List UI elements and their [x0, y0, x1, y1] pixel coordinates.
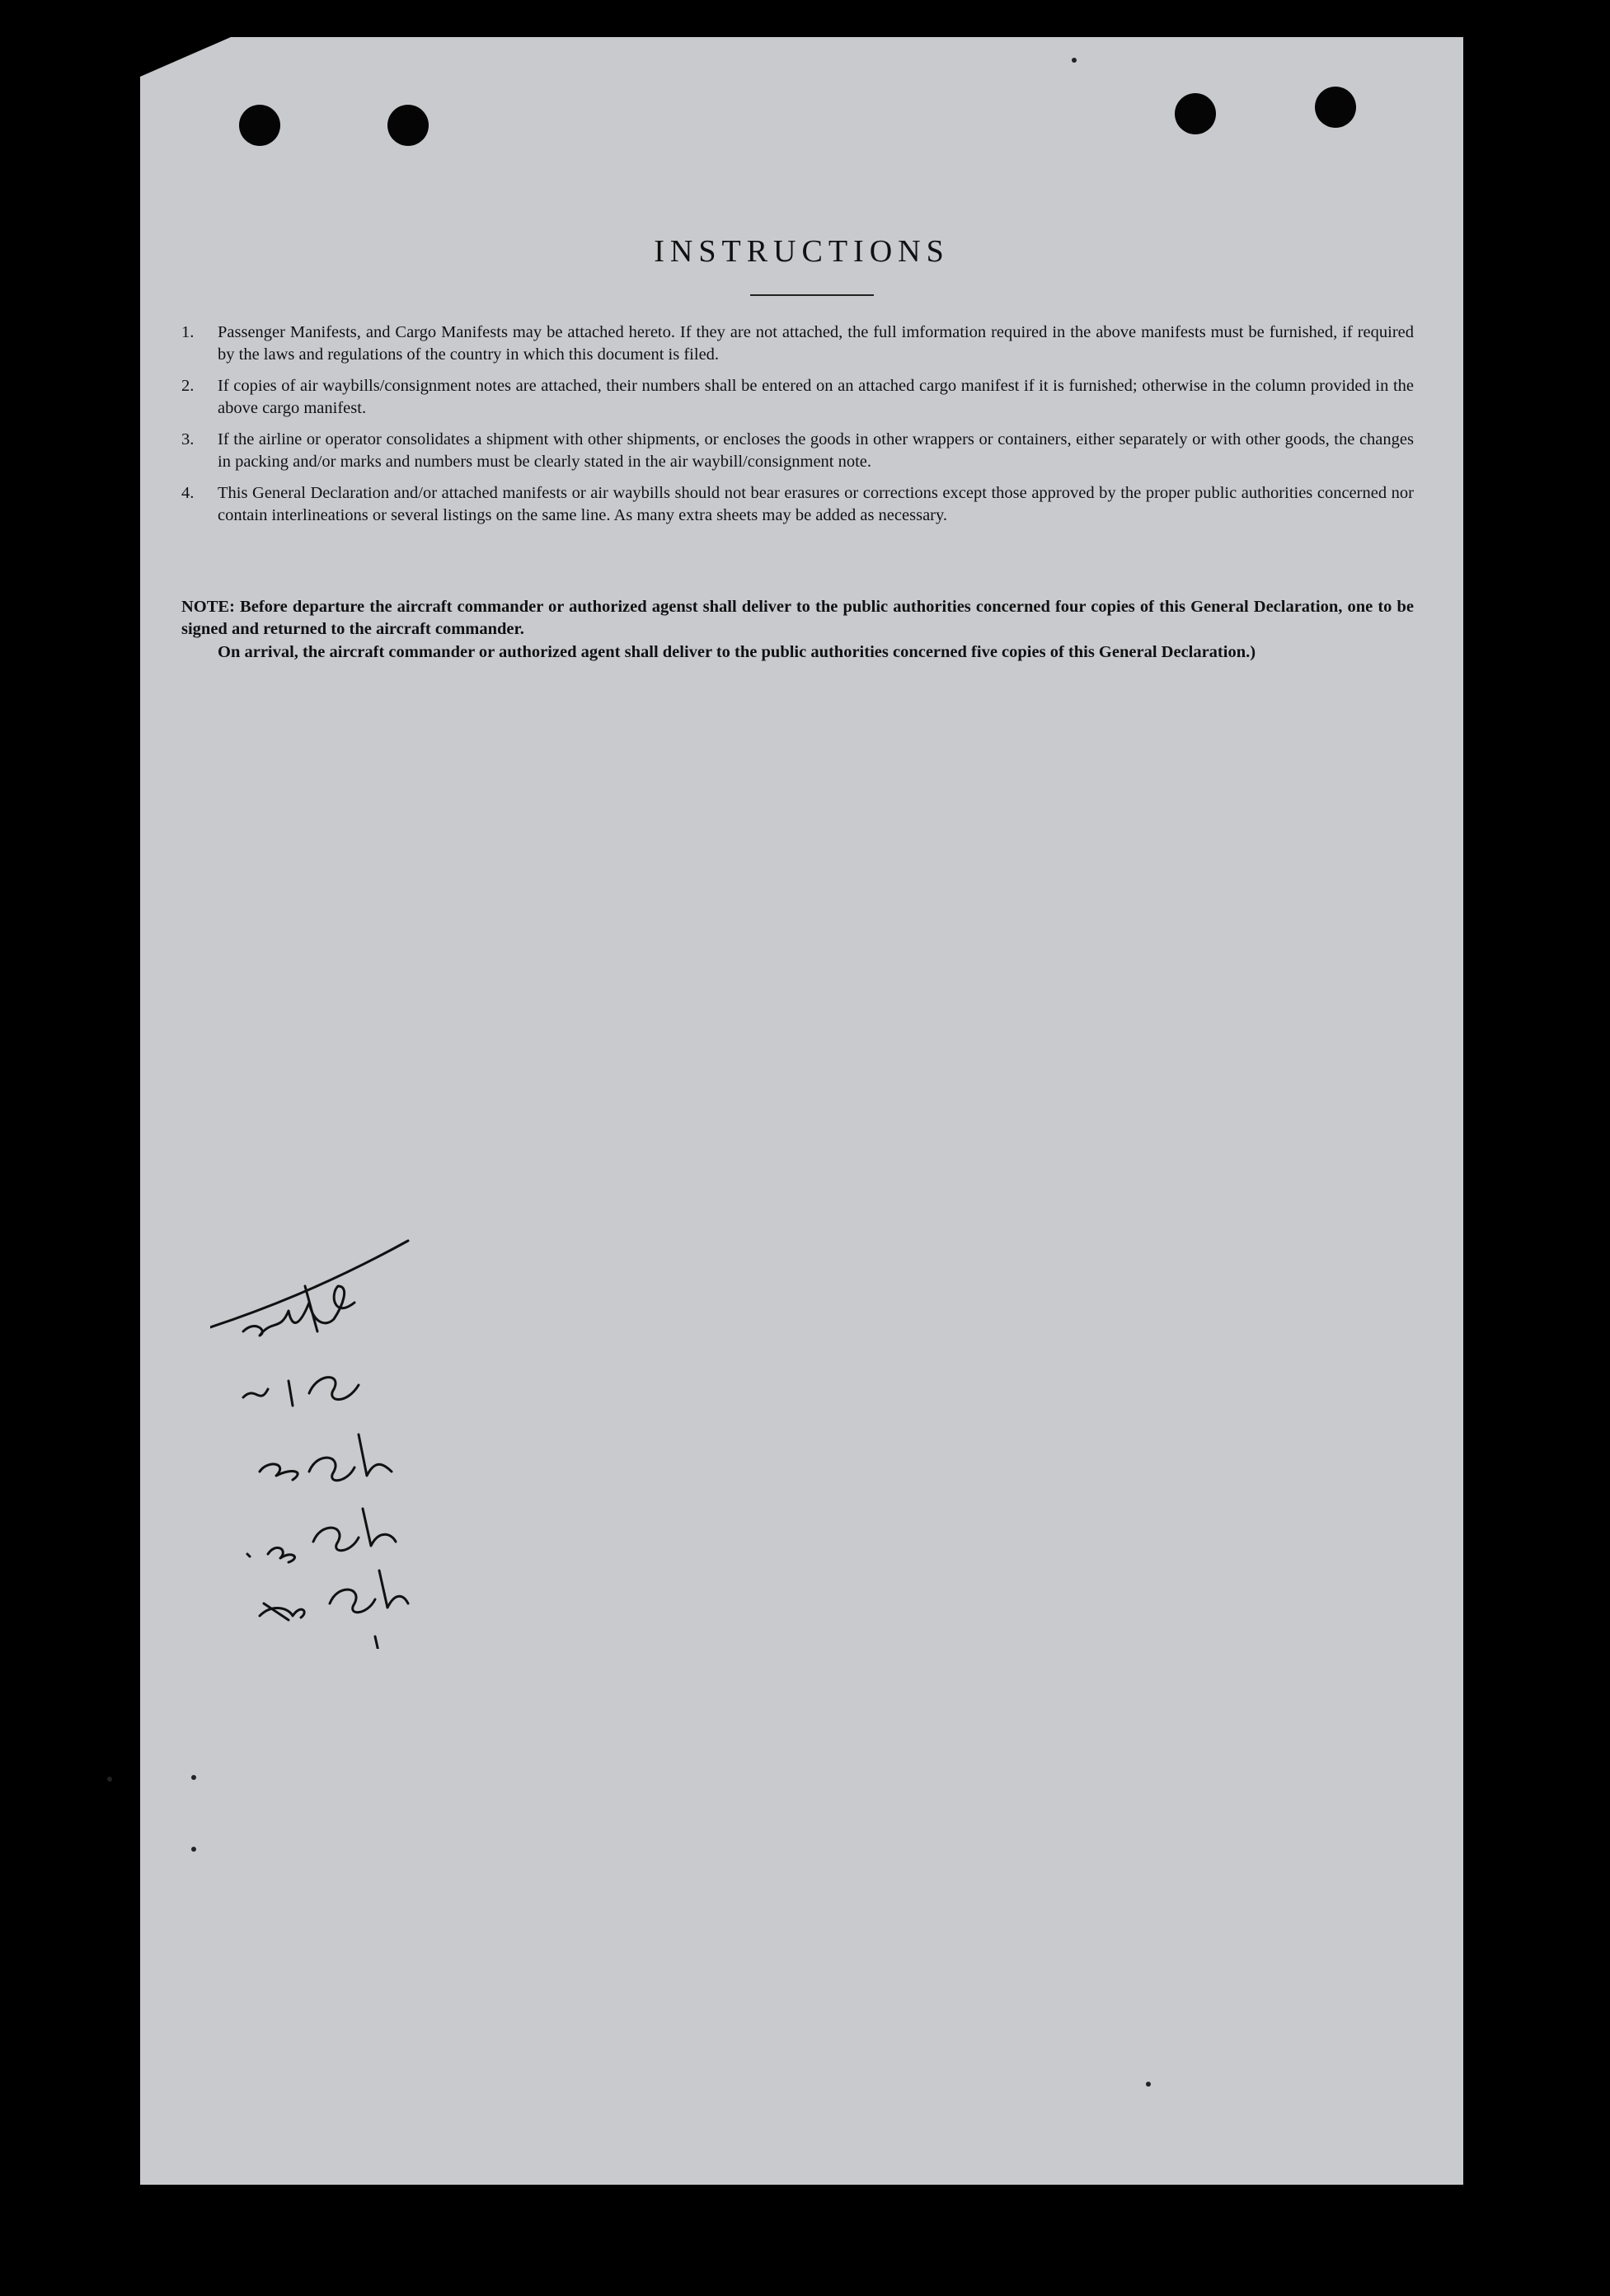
instruction-text: If copies of air waybills/consignment notes are attached, their numbers shall be entered on an attached cargo manifest if it is furnished; otherwise in the column provided in the above cargo manifest. — [218, 377, 1414, 417]
speck — [191, 1847, 196, 1852]
punch-hole-right-2 — [1315, 87, 1356, 128]
instructions-title: INSTRUCTIONS — [654, 234, 950, 269]
note-departure — [181, 596, 1414, 641]
instruction-text: If the airline or operator consolidates a shipment with other shipments, or encloses the goods in other wrappers or containers, either separately or with other goods, the changes in packing and/or marks and numbers must be clearly stated in the air waybill/consignment note. — [218, 430, 1414, 471]
folded-corner — [140, 37, 231, 77]
note-arrival-text: On arrival, the aircraft commander or authorized agent shall deliver to the public authorities concerned five copies of this General Declaration.) — [218, 643, 1256, 661]
punch-hole-left-2 — [387, 105, 429, 146]
note-text: Before departure the aircraft commander or authorized agenst shall deliver to the public authorities concerned four copies of this General Declaration, one to be signed and returned to the aircraft commander. — [181, 598, 1414, 638]
speck — [191, 1775, 196, 1780]
title-underline — [750, 294, 874, 296]
instruction-item — [181, 429, 1414, 473]
instruction-text: This General Declaration and/or attached manifests or air waybills should not bear erasures or corrections except those approved by the proper public authorities concerned nor contain interlineations or several listings on the same line. As many extra sheets may be added as necessary. — [218, 484, 1414, 524]
note-arrival — [181, 641, 1414, 664]
instruction-number: 3. — [181, 430, 195, 448]
speck — [1072, 58, 1077, 63]
instruction-item — [181, 322, 1414, 366]
instructions-list — [181, 322, 1414, 536]
handwritten-marks — [210, 1187, 458, 1649]
document-page — [140, 37, 1463, 2185]
speck — [1146, 2082, 1151, 2087]
note-section — [181, 596, 1414, 664]
speck — [107, 1777, 112, 1782]
note-label: NOTE: — [181, 598, 235, 616]
instruction-number: 4. — [181, 484, 195, 502]
instruction-number: 1. — [181, 323, 195, 341]
instruction-item — [181, 482, 1414, 527]
punch-hole-left-1 — [239, 105, 280, 146]
instruction-text: Passenger Manifests, and Cargo Manifests may be attached hereto. If they are not attached, the full imformation required in the above manifests must be furnished, if required by the laws and regulations of the country in which this document is filed. — [218, 323, 1414, 364]
instruction-item — [181, 375, 1414, 420]
instruction-number: 2. — [181, 377, 195, 395]
punch-hole-right-1 — [1175, 93, 1216, 134]
